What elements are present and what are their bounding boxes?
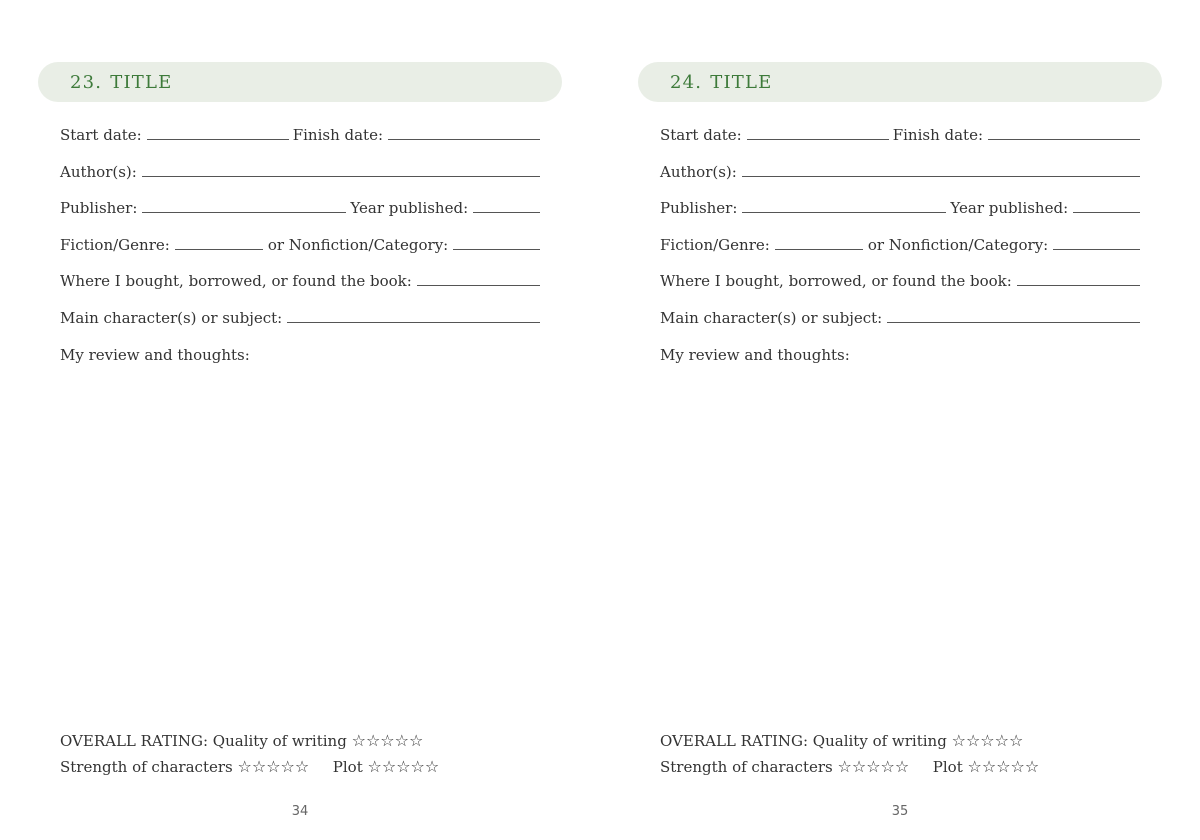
publisher-label: Publisher:: [60, 199, 138, 218]
title-label: TITLE: [710, 71, 773, 93]
nonfiction-category-line[interactable]: [1053, 248, 1140, 250]
row-genre: [60, 228, 540, 254]
fiction-genre-label: Fiction/Genre:: [60, 235, 170, 254]
finish-date-line[interactable]: [388, 138, 540, 140]
publisher-label: Publisher:: [660, 199, 738, 218]
fiction-genre-label: Fiction/Genre:: [660, 235, 770, 254]
publisher-line[interactable]: [142, 211, 346, 213]
authors-line[interactable]: [142, 175, 540, 177]
strength-label: Strength of characters: [60, 758, 233, 776]
review-label: My review and thoughts:: [60, 345, 250, 364]
where-found-line[interactable]: [417, 284, 540, 286]
plot-stars-icon[interactable]: ☆☆☆☆☆: [367, 757, 440, 776]
row-main-character: [60, 301, 540, 327]
year-published-label: Year published:: [950, 199, 1069, 218]
main-character-label: Main character(s) or subject:: [660, 308, 883, 327]
plot-label: Plot: [332, 758, 363, 776]
authors-label: Author(s):: [660, 162, 737, 181]
start-date-label: Start date:: [60, 126, 142, 144]
nonfiction-category-label: or Nonfiction/Category:: [267, 235, 449, 254]
entry-number: 24.: [670, 71, 703, 93]
plot-stars-icon[interactable]: ☆☆☆☆☆: [967, 757, 1040, 776]
main-character-line[interactable]: [887, 321, 1140, 323]
finish-date-label: Finish date:: [892, 126, 984, 144]
row-genre: [660, 228, 1140, 254]
overall-rating-label: OVERALL RATING: Quality of writing: [660, 732, 947, 750]
row-publisher: [60, 191, 540, 217]
form-fields: [60, 118, 540, 374]
row-authors: [60, 155, 540, 181]
start-date-line[interactable]: [747, 138, 889, 140]
nonfiction-category-line[interactable]: [453, 248, 540, 250]
finish-date-line[interactable]: [988, 138, 1140, 140]
row-where-found: [60, 264, 540, 290]
where-found-label: Where I bought, borrowed, or found the book:: [660, 272, 1012, 291]
nonfiction-category-label: or Nonfiction/Category:: [867, 235, 1049, 254]
publisher-line[interactable]: [742, 211, 946, 213]
main-character-line[interactable]: [287, 321, 540, 323]
review-label: My review and thoughts:: [660, 345, 850, 364]
overall-rating-label: OVERALL RATING: Quality of writing: [60, 732, 347, 750]
row-review: [60, 338, 540, 364]
row-dates: [60, 118, 540, 144]
rating-section: [60, 728, 560, 780]
strength-label: Strength of characters: [660, 758, 833, 776]
rating-line-1: [660, 728, 1160, 754]
title-label: TITLE: [110, 71, 173, 93]
right-page: [600, 0, 1200, 840]
rating-line-2: [660, 754, 1160, 780]
form-fields: [660, 118, 1140, 374]
plot-label: Plot: [932, 758, 963, 776]
year-published-label: Year published:: [350, 199, 469, 218]
row-dates: [660, 118, 1140, 144]
writing-stars-icon[interactable]: ☆☆☆☆☆: [951, 731, 1024, 750]
where-found-label: Where I bought, borrowed, or found the book:: [60, 272, 412, 291]
rating-section: [660, 728, 1160, 780]
title-bar: [638, 62, 1162, 102]
rating-line-1: [60, 728, 560, 754]
fiction-genre-line[interactable]: [775, 248, 863, 250]
page-number: 34: [291, 804, 309, 819]
year-published-line[interactable]: [1073, 211, 1140, 213]
finish-date-label: Finish date:: [292, 126, 384, 144]
row-publisher: [660, 191, 1140, 217]
writing-stars-icon[interactable]: ☆☆☆☆☆: [351, 731, 424, 750]
title-bar: [38, 62, 562, 102]
authors-label: Author(s):: [60, 162, 137, 181]
entry-number: 23.: [70, 71, 103, 93]
row-review: [660, 338, 1140, 364]
page-number: 35: [891, 804, 909, 819]
year-published-line[interactable]: [473, 211, 540, 213]
characters-stars-icon[interactable]: ☆☆☆☆☆: [237, 757, 310, 776]
row-where-found: [660, 264, 1140, 290]
start-date-line[interactable]: [147, 138, 289, 140]
fiction-genre-line[interactable]: [175, 248, 263, 250]
where-found-line[interactable]: [1017, 284, 1140, 286]
characters-stars-icon[interactable]: ☆☆☆☆☆: [837, 757, 910, 776]
start-date-label: Start date:: [660, 126, 742, 144]
row-main-character: [660, 301, 1140, 327]
authors-line[interactable]: [742, 175, 1140, 177]
row-authors: [660, 155, 1140, 181]
main-character-label: Main character(s) or subject:: [60, 308, 283, 327]
rating-line-2: [60, 754, 560, 780]
